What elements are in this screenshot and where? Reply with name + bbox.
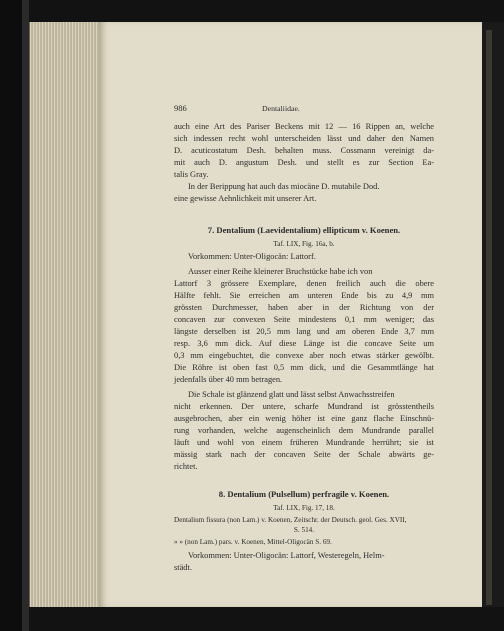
plate-reference: Taf. LIX, Fig. 16a, b. bbox=[273, 240, 335, 248]
occurrence-line: Vorkommen: Unter-Oligocän: Lattorf, Westeregeln, Helm- bbox=[188, 551, 385, 560]
page-edges bbox=[29, 22, 100, 607]
text-line: jedenfalls über 40 mm betragen. bbox=[174, 375, 283, 384]
section-heading: 8. Dentalium (Pulsellum) perfragile v. Koenen. bbox=[218, 489, 390, 499]
text-line: eine gewisse Aehnlichkeit mit unserer Art. bbox=[174, 194, 317, 203]
running-title: Dentaliidae. bbox=[262, 104, 300, 113]
text-line: Ausser einer Reihe kleinerer Bruchstücke habe ich von bbox=[188, 267, 373, 276]
page-number: 986 bbox=[174, 103, 187, 113]
text-line: läuft und wohl von einem früheren Mundrande herrührt; sie ist bbox=[174, 438, 434, 447]
right-cover-strip bbox=[486, 30, 492, 605]
text-line: Die Schale ist glänzend glatt und lässt selbst Anwachsstreifen bbox=[188, 390, 395, 399]
text-line: grössten Durchmesser, haben aber in der Richtung von der bbox=[174, 303, 434, 312]
text-line: 0,3 mm eingebuchtet, die convexe aber noch etwas stärker gewölbt. bbox=[174, 351, 434, 360]
reference-line: Dentalium fissura (non Lam.) v. Koenen, Zeitschr. der Deutsch. geol. Ges. XVII, bbox=[174, 516, 407, 524]
text-line: Die Röhre ist oben fast 0,5 mm dick, und die Gesammtlänge hat bbox=[174, 363, 434, 372]
section-heading: 7. Dentalium (Laevidentalium) ellipticum v. Koenen. bbox=[207, 225, 401, 235]
text-line: concaven zur convexen Seite mindestens 0,1 mm weniger; das bbox=[174, 315, 434, 324]
text-line: resp. 3,6 mm dick. Auf diese Länge ist die concave Seite um bbox=[174, 339, 434, 348]
text-line: In der Berippung hat auch das miocäne D. mutabile Dod. bbox=[188, 182, 380, 191]
occurrence-line: Vorkommen: Unter-Oligocän: Lattorf. bbox=[188, 252, 316, 261]
plate-reference: Taf. LIX, Fig. 17, 18. bbox=[273, 504, 335, 512]
text-line: nicht erkennen. Der untere, scharfe Mundrand ist grösstentheils bbox=[174, 402, 434, 411]
text-line: mit auch D. angustum Desh. und stellt es zur Section Ea- bbox=[174, 158, 434, 167]
text-line: Hälfte fehlt. Sie erreichen am unteren Ende bis zu 4,9 mm bbox=[174, 291, 434, 300]
book-cover-edge bbox=[22, 0, 29, 631]
text-line: talis Gray. bbox=[174, 170, 209, 179]
text-line: Lattorf 3 grössere Exemplare, denen freilich auch die obere bbox=[174, 279, 434, 288]
reference-line: S. 514. bbox=[293, 526, 315, 534]
book-spine bbox=[0, 0, 22, 631]
occurrence-line: städt. bbox=[174, 563, 192, 572]
text-line: auch eine Art des Pariser Beckens mit 12 — 16 Rippen an, welche bbox=[174, 122, 434, 131]
text-line: ausgebrochen, aber ein wenig höher ist eine ganz flache Einschnü- bbox=[174, 414, 434, 423]
text-line: längste derselben ist 20,5 mm lang und am oberen Ende 3,7 mm bbox=[174, 327, 434, 336]
reference-line: » » (non Lam.) pars. v. Koenen, Mittel-Oligocän S. 69. bbox=[174, 538, 332, 546]
text-line: rung vorhanden, welche augenscheinlich dem Mundrande parallel bbox=[174, 426, 434, 435]
text-line: D. acuticostatum Desh. behalten muss. Cossmann vereinigt da- bbox=[174, 146, 434, 155]
text-line: mässig stark nach der concaven Seite der Schale abwärts ge- bbox=[174, 450, 434, 459]
text-line: sich indessen recht wohl unterscheiden lässt und daher den Namen bbox=[174, 134, 434, 143]
text-line: richtet. bbox=[174, 462, 198, 471]
